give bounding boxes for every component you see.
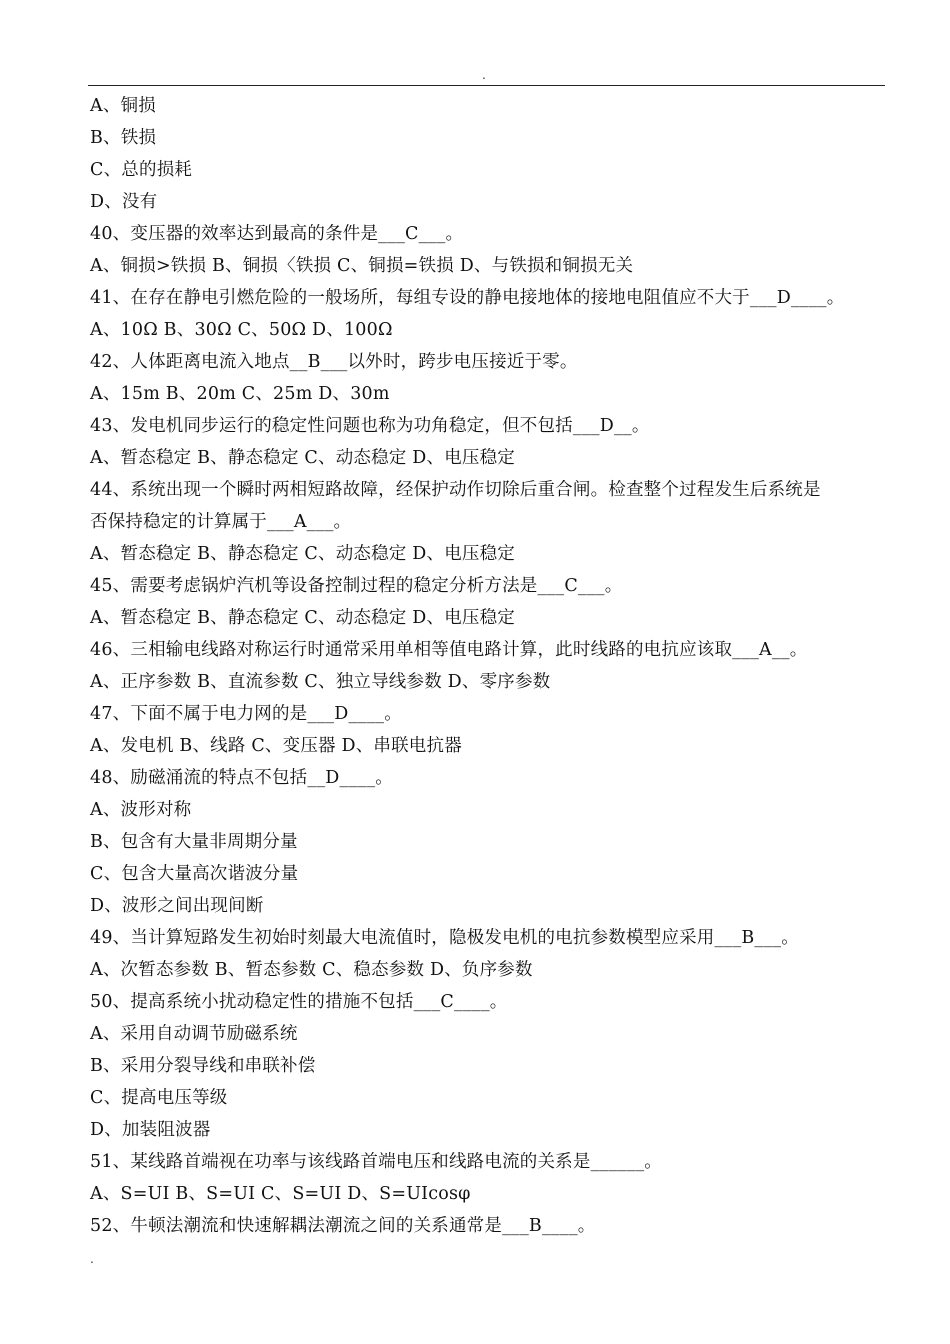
header-mark: . [482,68,486,82]
question-line: 51、某线路首端视在功率与该线路首端电压和线路电流的关系是______。 [90,1152,662,1172]
options-line: A、正序参数 B、直流参数 C、独立导线参数 D、零序参数 [90,672,551,692]
option-line: A、波形对称 [90,800,192,820]
question-line: 44、系统出现一个瞬时两相短路故障，经保护动作切除后重合闸。检查整个过程发生后系统是 [90,480,821,500]
options-line: A、15m B、20m C、25m D、30m [90,384,390,404]
options-line: A、暂态稳定 B、静态稳定 C、动态稳定 D、电压稳定 [90,448,516,468]
option-line: C、包含大量高次谐波分量 [90,864,299,884]
question-line: 42、人体距离电流入地点__B___以外时，跨步电压接近于零。 [90,352,578,372]
options-line: A、铜损>铁损 B、铜损〈铁损 C、铜损=铁损 D、与铁损和铜损无关 [90,256,634,276]
option-line: B、采用分裂导线和串联补偿 [90,1056,316,1076]
question-line: 43、发电机同步运行的稳定性问题也称为功角稳定，但不包括___D__。 [90,416,650,436]
text-line: C、总的损耗 [90,160,193,180]
option-line: B、包含有大量非周期分量 [90,832,298,852]
document-body [90,90,890,1242]
options-line: A、次暂态参数 B、暂态参数 C、稳态参数 D、负序参数 [90,960,533,980]
question-line: 46、三相输电线路对称运行时通常采用单相等值电路计算，此时线路的电抗应该取___A__。 [90,640,808,660]
question-line: 49、当计算短路发生初始时刻最大电流值时，隐极发电机的电抗参数模型应采用___B___。 [90,928,799,948]
question-line: 否保持稳定的计算属于___A___。 [90,512,352,532]
text-line: A、铜损 [90,96,156,116]
options-line: A、10Ω B、30Ω C、50Ω D、100Ω [90,320,393,340]
footer-mark: . [90,1252,94,1266]
option-line: D、加装阻波器 [90,1120,211,1140]
question-line: 47、下面不属于电力网的是___D____。 [90,704,402,724]
options-line: A、S=UI B、S=UI C、S=UI D、S=UIcosφ [90,1184,471,1204]
header-rule [88,85,885,86]
options-line: A、暂态稳定 B、静态稳定 C、动态稳定 D、电压稳定 [90,608,516,628]
option-line: C、提高电压等级 [90,1088,228,1108]
options-line: A、暂态稳定 B、静态稳定 C、动态稳定 D、电压稳定 [90,544,516,564]
text-line: D、没有 [90,192,158,212]
question-line: 45、需要考虑锅炉汽机等设备控制过程的稳定分析方法是___C___。 [90,576,623,596]
option-line: D、波形之间出现间断 [90,896,264,916]
option-line: A、采用自动调节励磁系统 [90,1024,298,1044]
options-line: A、发电机 B、线路 C、变压器 D、串联电抗器 [90,736,462,756]
question-line: 52、牛顿法潮流和快速解耦法潮流之间的关系通常是___B____。 [90,1216,596,1236]
question-line: 41、在存在静电引燃危险的一般场所，每组专设的静电接地体的接地电阻值应不大于___D____。 [90,288,845,308]
question-line: 50、提高系统小扰动稳定性的措施不包括___C____。 [90,992,508,1012]
question-line: 40、变压器的效率达到最高的条件是___C___。 [90,224,464,244]
text-line: B、铁损 [90,128,157,148]
question-line: 48、励磁涌流的特点不包括__D____。 [90,768,393,788]
